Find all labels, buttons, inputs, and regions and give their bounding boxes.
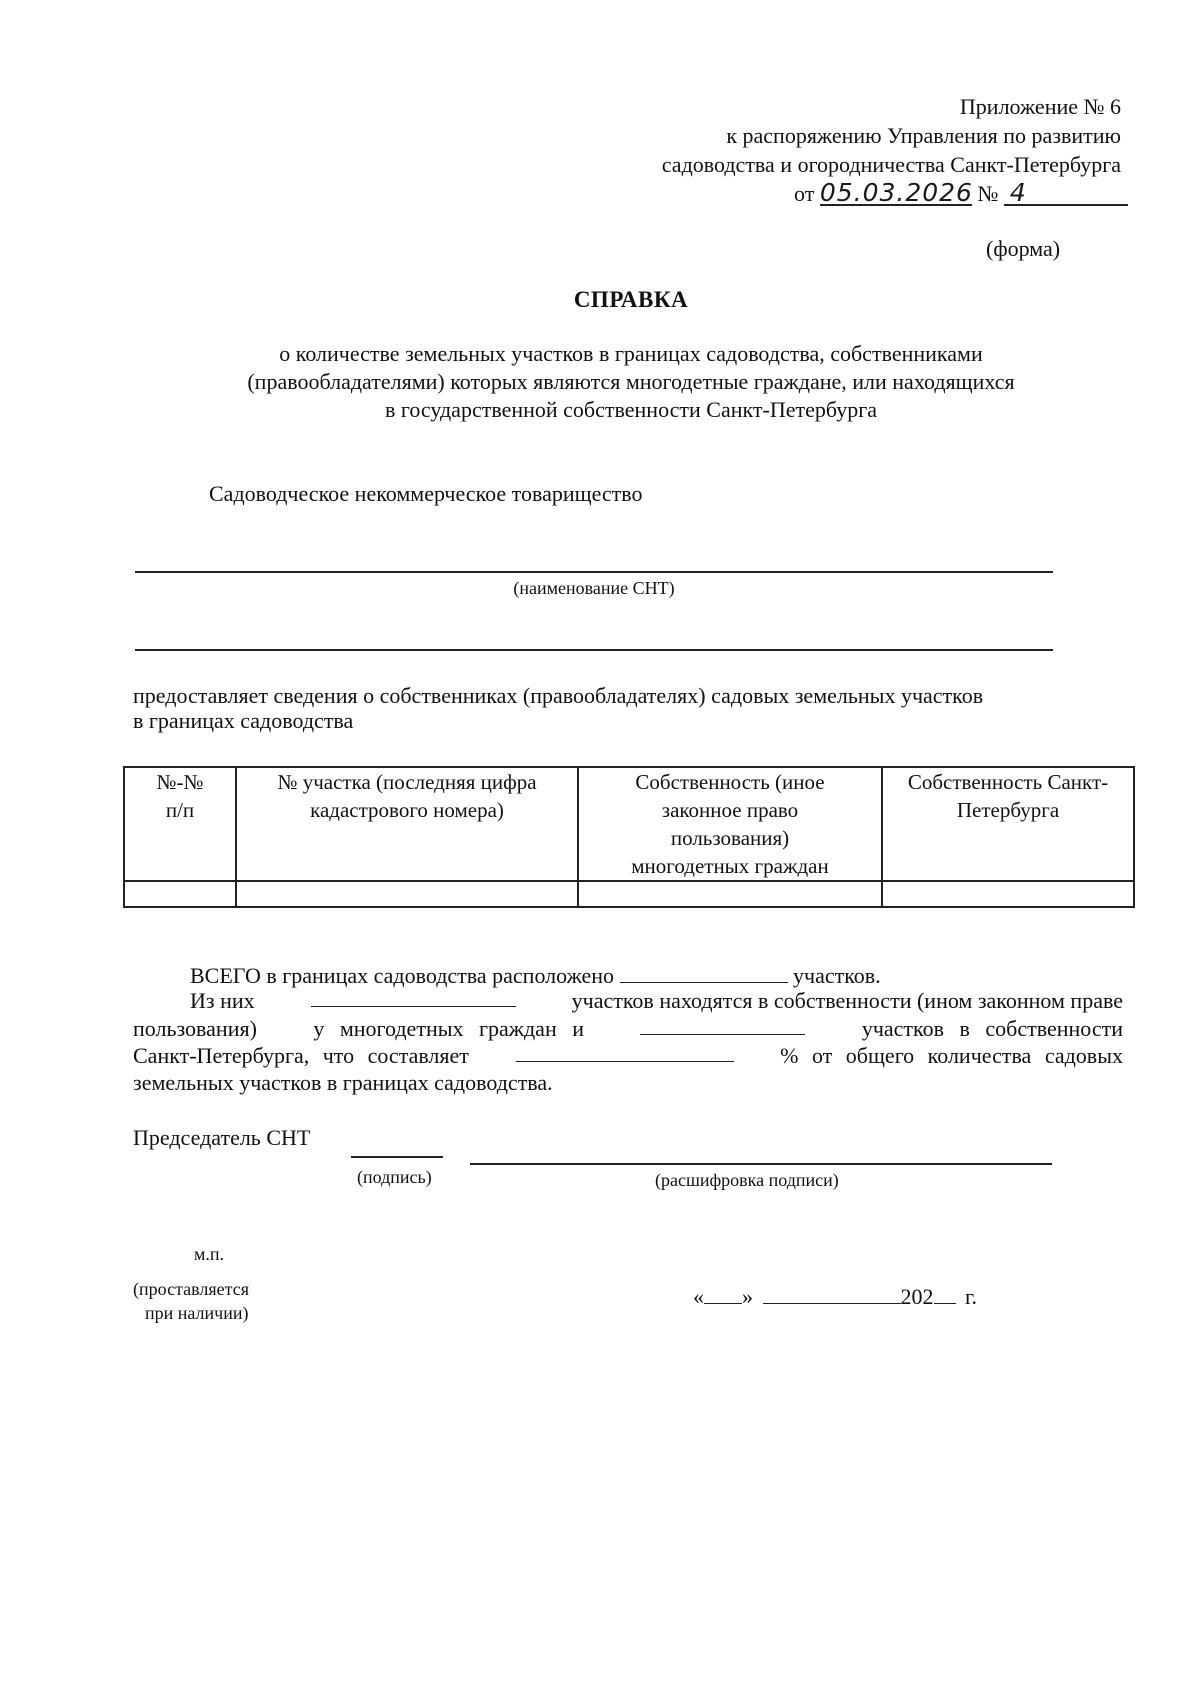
- total-prefix: ВСЕГО в границах садоводства расположено: [190, 963, 615, 988]
- city-percent-text: Санкт-Петербурга, что составляет: [133, 1043, 469, 1068]
- snt-name-caption: (наименование СНТ): [513, 578, 675, 598]
- intro-line-2: в границах садоводства: [133, 708, 354, 733]
- intro-line-1: предоставляет сведения о собственниках (правообладателях) садовых земельных участков: [133, 683, 984, 708]
- stamp-label: м.п.: [194, 1244, 225, 1264]
- percent-suffix-text: % от общего количества садовых: [780, 1043, 1123, 1068]
- subtitle-line-2: (правообладателями) которых являются многодетные граждане, или находящихся: [247, 369, 1015, 394]
- year-prefix: 202: [900, 1284, 934, 1309]
- signature-line[interactable]: [351, 1156, 443, 1158]
- signing-date: [693, 1284, 977, 1310]
- summary-total-line: [190, 963, 881, 989]
- chairman-label: Председатель СНТ: [133, 1125, 311, 1150]
- ownership-table: [123, 766, 1135, 908]
- summary-line-2: [190, 988, 1123, 1014]
- city-plots-blank[interactable]: [640, 1018, 805, 1035]
- summary-line-4: [133, 1043, 1123, 1069]
- percent-blank[interactable]: [516, 1045, 734, 1062]
- order-date: 05.03.2026: [819, 178, 973, 207]
- signature-decode-caption: (расшифровка подписи): [655, 1170, 839, 1190]
- summary-line-5: земельных участков в границах садоводства.: [133, 1070, 553, 1095]
- snt-name-line[interactable]: [135, 571, 1053, 573]
- annex-subtitle-1: к распоряжению Управления по развитию: [726, 123, 1121, 148]
- large-families-text: у многодетных граждан и: [313, 1016, 584, 1041]
- snt-name-line-2[interactable]: [135, 649, 1053, 651]
- date-close-quote: »: [742, 1284, 753, 1309]
- date-prefix: от: [794, 181, 815, 206]
- date-open-quote: «: [693, 1284, 704, 1309]
- cell-city-ownership[interactable]: [882, 881, 1134, 907]
- usage-label: пользования): [133, 1016, 257, 1041]
- stamp-note-line-1: (проставляется: [133, 1279, 250, 1299]
- year-blank[interactable]: [934, 1287, 956, 1304]
- document-title: СПРАВКА: [573, 287, 689, 312]
- day-blank[interactable]: [704, 1287, 742, 1304]
- total-suffix: участков.: [793, 963, 881, 988]
- header-row-number: №-№ п/п: [124, 767, 236, 881]
- table-header-row: [124, 767, 1134, 881]
- city-ownership-text: участков в собственности: [861, 1016, 1123, 1041]
- cell-plot-number[interactable]: [236, 881, 578, 907]
- header-large-family-ownership: Собственность (иное законное право пользования) многодетных граждан: [578, 767, 882, 881]
- of-them-label: Из них: [190, 988, 255, 1013]
- snt-label: Садоводческое некоммерческое товарищество: [209, 481, 643, 506]
- signature-caption: (подпись): [357, 1167, 432, 1187]
- year-suffix: г.: [965, 1284, 978, 1309]
- total-plots-blank[interactable]: [620, 966, 788, 983]
- month-blank[interactable]: [763, 1287, 901, 1304]
- summary-line-3: [133, 1016, 1123, 1042]
- order-number: 4: [1004, 178, 1128, 206]
- owned-text: участков находятся в собственности (ином законном праве: [571, 988, 1123, 1013]
- order-date-line: [794, 178, 1124, 208]
- signature-decode-line[interactable]: [470, 1163, 1052, 1165]
- header-city-ownership: Собственность Санкт-Петербурга: [882, 767, 1134, 881]
- cell-large-family-ownership[interactable]: [578, 881, 882, 907]
- table-row: [124, 881, 1134, 907]
- subtitle-line-1: о количестве земельных участков в границах садоводства, собственниками: [279, 341, 983, 366]
- cell-row-number[interactable]: [124, 881, 236, 907]
- header-plot-number: № участка (последняя цифра кадастрового номера): [236, 767, 578, 881]
- stamp-note-line-2: при наличии): [145, 1303, 249, 1323]
- owned-plots-blank[interactable]: [311, 990, 516, 1007]
- number-prefix: №: [977, 181, 999, 206]
- form-label: (форма): [986, 236, 1061, 261]
- annex-number: Приложение № 6: [959, 94, 1121, 119]
- subtitle-line-3: в государственной собственности Санкт-Петербурга: [384, 397, 877, 422]
- annex-subtitle-2: садоводства и огородничества Санкт-Петербурга: [661, 152, 1121, 177]
